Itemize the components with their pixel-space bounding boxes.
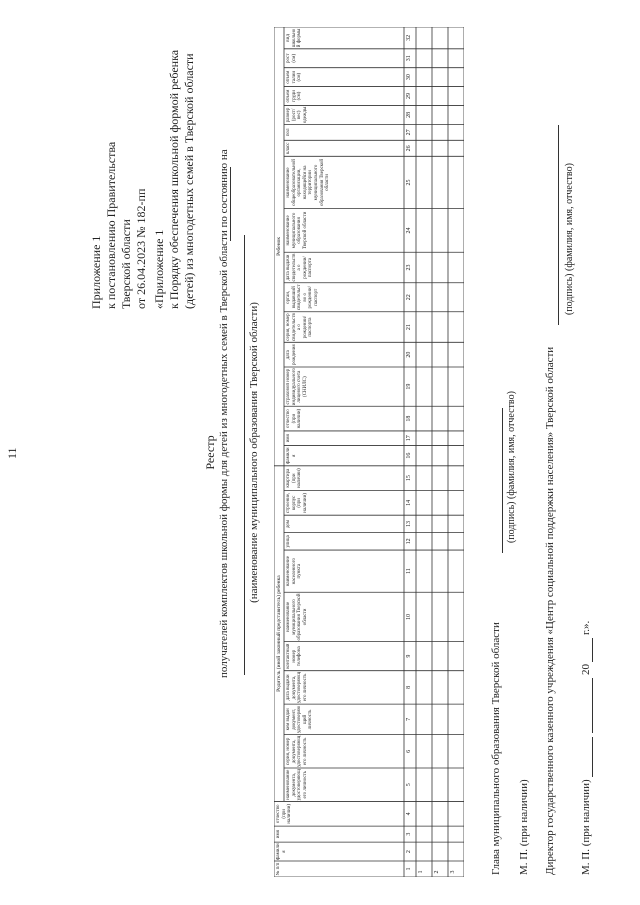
group-header: Ребенок <box>276 236 282 256</box>
column-number: 17 <box>406 435 412 442</box>
column-number: 24 <box>406 227 412 234</box>
column-header: наименование населенного пункта <box>286 556 303 587</box>
row-number: 1 <box>418 870 424 874</box>
column-header: класс <box>286 142 291 155</box>
column-header: квартира (при наличии) <box>286 468 303 488</box>
column-number: 13 <box>406 520 412 527</box>
column-number: 28 <box>406 111 412 118</box>
registry-table <box>274 27 464 877</box>
column-number: 29 <box>406 93 412 100</box>
municipality-underline <box>244 235 245 675</box>
column-number: 4 <box>406 812 412 816</box>
column-header: пол <box>286 128 291 137</box>
column-header: рост (см) <box>286 53 297 64</box>
column-number: 16 <box>406 452 412 459</box>
director-signature-caption: (подпись) (фамилия, имя, отчество) <box>564 163 575 315</box>
director-signature-line <box>558 125 559 325</box>
date-year-line <box>592 638 593 662</box>
appendix-line: «Приложение 1 <box>152 229 166 309</box>
column-number: 31 <box>406 55 412 62</box>
column-number: 1 <box>406 867 412 871</box>
date-underline <box>230 167 231 241</box>
column-number: 3 <box>406 832 412 836</box>
page-number: 11 <box>5 447 19 459</box>
column-number: 14 <box>406 499 412 506</box>
column-header: дата выдачи свидетельства о рождении/ паспорта <box>286 253 314 282</box>
date-year-prefix: 20 <box>580 664 592 675</box>
appendix-line: Тверской области <box>119 219 133 309</box>
head-signature-line <box>502 408 503 553</box>
seal-note-2: М. П. (при наличии) <box>580 779 592 875</box>
appendix-line: от 26.04.2023 № 182-пп <box>134 188 148 309</box>
column-number: 11 <box>406 568 412 575</box>
column-header: имя <box>276 830 281 839</box>
column-header: дата выдачи документа, удостоверяющего личность <box>286 671 308 703</box>
column-header: объем груди (см) <box>286 89 303 103</box>
date-suffix: г.». <box>580 620 592 635</box>
column-header: орган, выдавший свидетельство о рождении/ паспорт <box>286 284 319 311</box>
column-number: 20 <box>406 351 412 358</box>
column-number: 26 <box>406 145 412 152</box>
column-header: контактный номер телефона <box>286 643 303 669</box>
column-header: № п/п <box>276 862 281 876</box>
appendix-line: к Порядку обеспечения школьной формой ребенка <box>167 49 181 309</box>
head-signature-label: Глава муниципального образования Тверской области <box>490 622 502 875</box>
column-header: строение, корпус (при наличии) <box>286 492 308 514</box>
column-number: 9 <box>406 654 412 658</box>
registry-heading: Реестр <box>203 435 217 470</box>
column-header: наименование общеобразовательной организации, находящейся на территории муниципального образования Тверской области <box>286 158 331 207</box>
column-number: 10 <box>406 613 412 620</box>
column-header: улица <box>286 535 291 548</box>
appendix-line: к постановлению Правительства <box>104 141 118 309</box>
date-month-line <box>592 678 593 733</box>
column-number: 23 <box>406 264 412 271</box>
column-number: 8 <box>406 685 412 689</box>
date-day-line <box>592 737 593 777</box>
column-number: 22 <box>406 294 412 301</box>
column-header: отчество (при наличии) <box>276 803 293 824</box>
group-header: Родитель (иной законный представитель) ребенка <box>276 575 282 692</box>
column-number: 32 <box>406 34 412 41</box>
column-header: объем талии (см) <box>286 70 303 84</box>
column-number: 15 <box>406 475 412 482</box>
column-header: вид школьной формы <box>286 28 303 48</box>
column-header: имя <box>286 434 291 443</box>
column-number: 25 <box>406 179 412 186</box>
column-number: 21 <box>406 324 412 331</box>
column-header: наименование муниципального образования Тверской области <box>286 593 308 641</box>
column-header: дом <box>286 519 291 529</box>
column-number: 30 <box>406 74 412 81</box>
appendix-line: Приложение 1 <box>89 235 103 309</box>
head-signature-caption: (подпись) (фамилия, имя, отчество) <box>506 391 517 543</box>
seal-note-1: М. П. (при наличии) <box>518 779 530 875</box>
column-header: фамилия <box>286 447 297 464</box>
municipality-caption: (наименование муниципального образования Тверской области) <box>248 302 260 603</box>
column-header: кем выдан документ, удостоверяющий личность <box>286 705 314 733</box>
column-header: серия, номер документа, удостоверяющего личность <box>286 735 308 767</box>
column-number: 6 <box>406 749 412 753</box>
row-number: 3 <box>450 870 456 874</box>
column-number: 19 <box>406 383 412 390</box>
registry-title: получателей комплектов школьной формы для детей из многодетных семей в Тверской области по состоянию на <box>218 149 230 678</box>
column-header: серия, номер свидетельства о рождении/ паспорта <box>286 313 314 342</box>
column-number: 7 <box>406 717 412 721</box>
column-header: отчество (при наличии) <box>286 408 303 429</box>
column-number: 5 <box>406 783 412 787</box>
column-header: размер (рост/вес) одежды <box>286 106 308 124</box>
column-number: 27 <box>406 129 412 136</box>
column-header: фамилия <box>276 843 287 860</box>
column-number: 18 <box>406 415 412 422</box>
column-number: 12 <box>406 538 412 545</box>
director-signature-label: Директор государственного казенного учреждения «Центр социальной поддержки населения» Тверской области <box>544 346 556 875</box>
column-header: дата рождения <box>286 344 297 366</box>
row-number: 2 <box>434 870 440 874</box>
appendix-line: (детей) из многодетных семей в Тверской области <box>182 53 196 309</box>
column-number: 2 <box>406 850 412 854</box>
column-header: наименование документа, удостоверяющего личность <box>286 769 308 801</box>
column-header: наименование муниципального образования Тверской области <box>286 211 308 250</box>
column-header: страховой номер индивидуального лицевого счета (СНИЛС) <box>286 368 308 406</box>
